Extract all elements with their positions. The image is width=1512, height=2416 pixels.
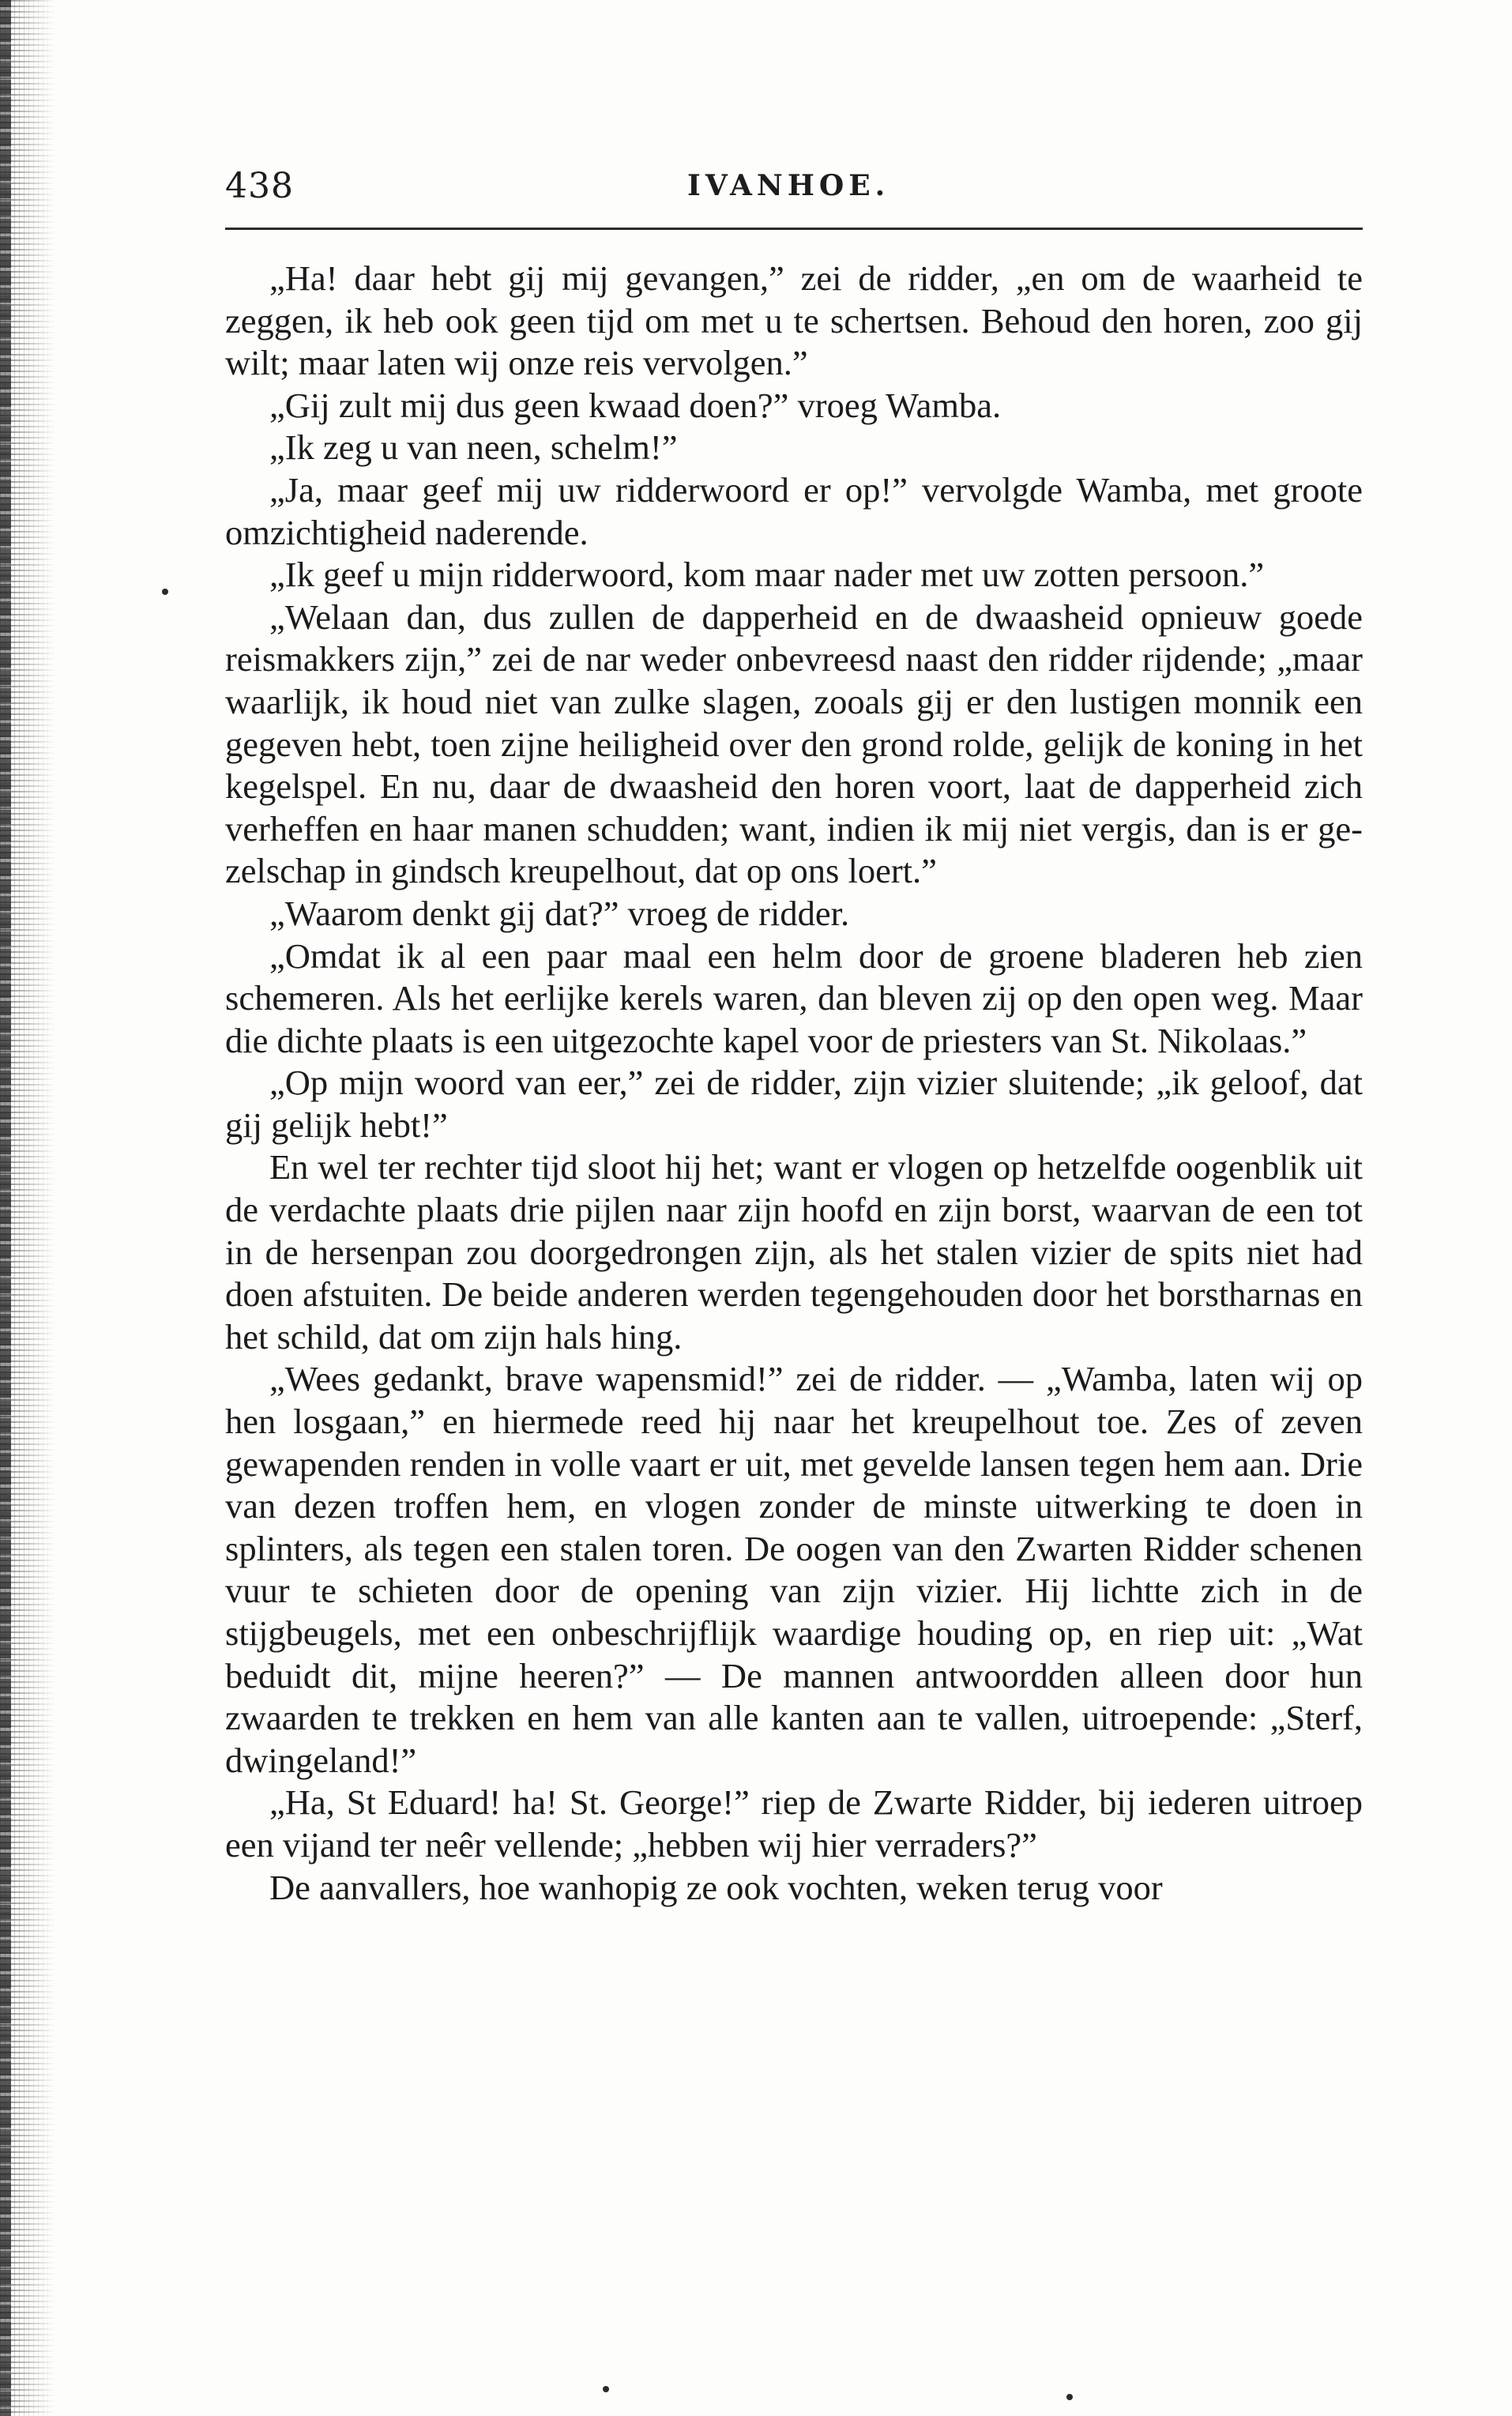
paragraph: „Ha! daar hebt gij mij gevangen,” zei de ridder, „en om de waarheid te zeggen, ik heb ook geen tijd om met u te schertsen. Behoud den horen, zoo gij wilt; maar laten wij onze reis vervolgen.” xyxy=(225,258,1363,383)
paragraph: „Op mijn woord van eer,” zei de ridder, zijn vizier sluitende; „ik geloof, dat gij gelijk hebt!” xyxy=(225,1063,1363,1145)
paragraph: „Ik geef u mijn ridderwoord, kom maar nader met uw zotten persoon.” xyxy=(269,555,1265,595)
body-text xyxy=(225,258,1363,1909)
scan-edge-noise xyxy=(0,0,55,2416)
paragraph: „Wees gedankt, brave wapensmid!” zei de ridder. — „Wamba, laten wij op hen losgaan,” en hiermede reed hij naar het kreupelhout toe. Zes of zeven gewapenden renden in volle vaart er uit, met gevelde lansen tegen hem aan. Drie van dezen troffen hem, en vlogen zonder de minste uitwerking te doen in splinters, als tegen een stalen toren. De oogen van den Zwarten Ridder schenen vuur te schieten door de opening van zijn vizier. Hij lichtte zich in de stijgbeugels, met een onbeschrijflijk waardige houding op, en riep uit: „Wat beduidt dit, mijne heeren?” — De mannen antwoordden alleen door hun zwaarden te trekken en hem van alle kanten aan te vallen, uitroepende: „Sterf, dwingeland!” xyxy=(225,1359,1363,1780)
scan-speck xyxy=(162,589,168,595)
paragraph: „Ha, St Eduard! ha! St. George!” riep de Zwarte Ridder, bij iederen uitroep een vijand ter neêr vellende; „hebben wij hier verraders?” xyxy=(225,1782,1363,1865)
running-title: IVANHOE. xyxy=(687,169,890,202)
page-header xyxy=(225,166,1363,221)
paragraph: „Ja, maar geef mij uw ridderwoord er op!” vervolgde Wamba, met groote omzichtigheid naderende. xyxy=(225,469,1363,552)
paragraph: De aanvallers, hoe wanhopig ze ook vochten, weken terug voor xyxy=(269,1867,1163,1907)
scan-speck xyxy=(1066,2394,1073,2400)
paragraph: En wel ter rechter tijd sloot hij het; want er vlogen op hetzelfde oogenblik uit de verdachte plaats drie pijlen naar zijn hoofd en zijn borst, waarvan de een tot in de hersenpan zou doorgedrongen zijn, als het stalen vizier de spits niet had doen afstuiten. De beide anderen werden tegengehouden door het borstharnas en het schild, dat om zijn hals hing. xyxy=(225,1147,1363,1357)
paragraph: „Omdat ik al een paar maal een helm door de groene bladeren heb zien schemeren. Als het eerlijke kerels waren, dan bleven zij op den open weg. Maar die dichte plaats is een uitgezochte kapel voor de priesters van St. Nikolaas.” xyxy=(225,935,1363,1060)
header-rule xyxy=(225,228,1363,230)
scan-speck xyxy=(603,2386,609,2392)
paragraph: „Welaan dan, dus zullen de dapperheid en de dwaasheid opnieuw goede reismakkers zijn,” zei de nar weder onbevreesd naast den ridder rijdende; „maar waarlijk, ik houd niet van zulke slagen, zooals gij er den lustigen monnik een gegeven hebt, toen zijne heiligheid over den grond rolde, gelijk de koning in het kegelspel. En nu, daar de dwaasheid den horen voort, laat de dapperheid zich verheffen en haar manen schudden; want, indien ik mij niet vergis, dan is er gezelschap in gindsch kreupelhout, dat op ons loert.” xyxy=(225,596,1363,891)
page-number: 438 xyxy=(225,166,294,206)
paragraph: „Gij zult mij dus geen kwaad doen?” vroeg Wamba. xyxy=(269,385,1002,425)
paragraph: „Ik zeg u van neen, schelm!” xyxy=(269,427,678,468)
paragraph: „Waarom denkt gij dat?” vroeg de ridder. xyxy=(269,893,850,933)
